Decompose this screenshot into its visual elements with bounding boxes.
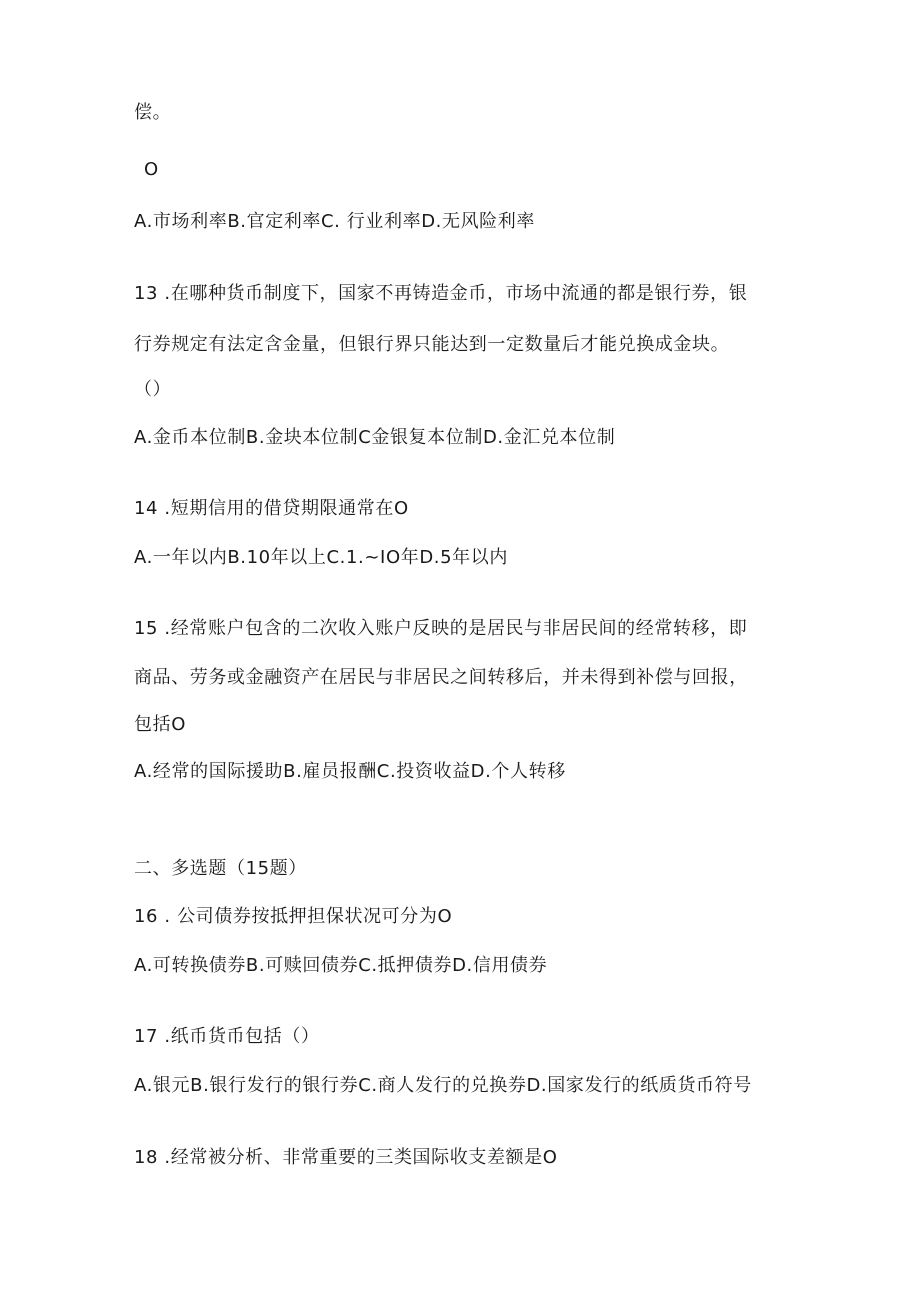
text-line: O <box>144 159 159 180</box>
question-15: 15 .经常账户包含的二次收入账户反映的是居民与非居民间的经常转移，即 <box>134 618 748 639</box>
question-18: 18 .经常被分析、非常重要的三类国际收支差额是O <box>134 1147 558 1168</box>
text-line: 商品、劳务或金融资产在居民与非居民之间转移后，并未得到补偿与回报， <box>134 667 748 688</box>
text-line: 包括O <box>134 714 186 735</box>
text-line: 偿。 <box>134 102 172 123</box>
section-heading: 二、多选题（15题） <box>134 858 307 879</box>
question-13: 13 .在哪种货币制度下，国家不再铸造金币，市场中流通的都是银行券，银 <box>134 283 748 304</box>
answer-options: A.银元B.银行发行的银行券C.商人发行的兑换券D.国家发行的纸质货币符号 <box>134 1075 752 1096</box>
question-14: 14 .短期信用的借贷期限通常在O <box>134 498 409 519</box>
question-16: 16 . 公司债券按抵押担保状况可分为O <box>134 906 453 927</box>
answer-options: A.金币本位制B.金块本位制C金银复本位制D.金汇兑本位制 <box>134 427 616 448</box>
text-line: 行券规定有法定含金量，但银行界只能达到一定数量后才能兑换成金块。 <box>134 334 730 355</box>
text-line: （） <box>134 379 172 400</box>
answer-options: A.一年以内B.10年以上C.1.~IO年D.5年以内 <box>134 547 508 568</box>
answer-options: A.市场利率B.官定利率C. 行业利率D.无风险利率 <box>134 211 535 232</box>
question-17: 17 .纸币货币包括（） <box>134 1026 320 1047</box>
answer-options: A.可转换债券B.可赎回债券C.抵押债券D.信用债券 <box>134 955 548 976</box>
answer-options: A.经常的国际援助B.雇员报酬C.投资收益D.个人转移 <box>134 761 566 782</box>
